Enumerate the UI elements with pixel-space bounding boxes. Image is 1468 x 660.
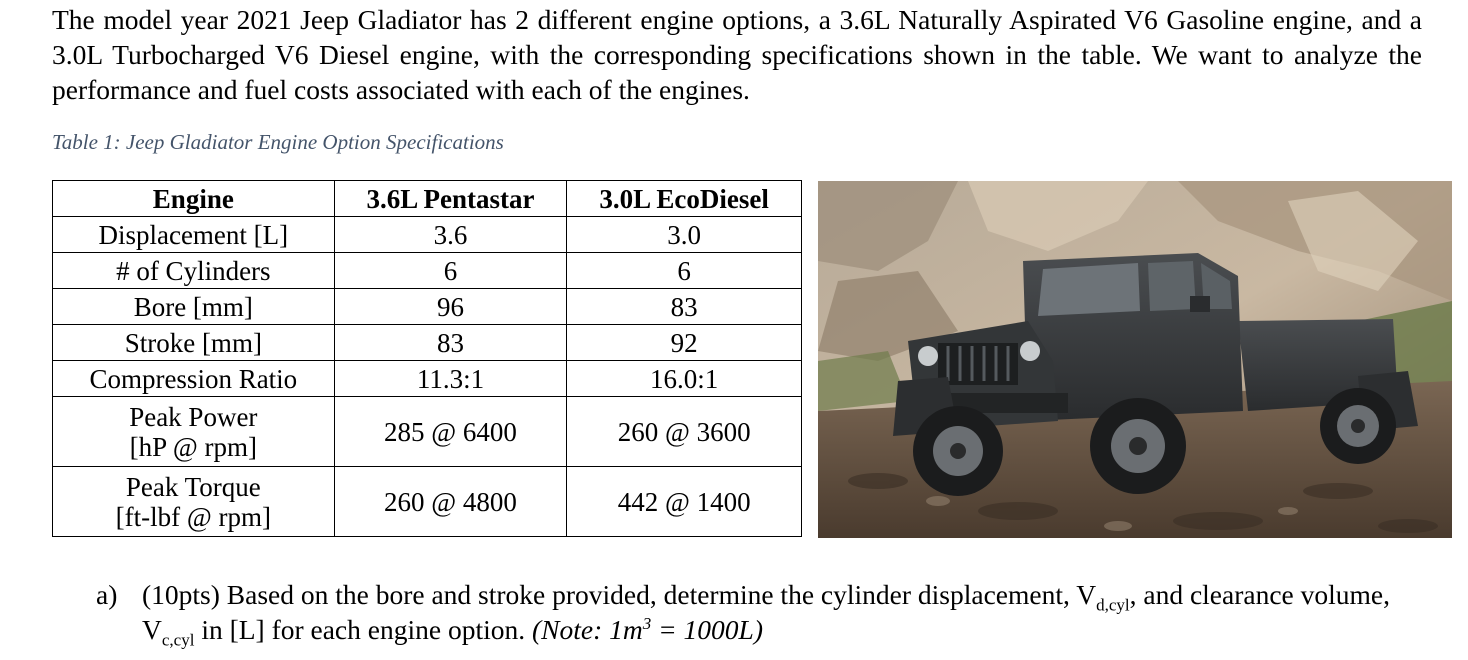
table-row [53, 361, 802, 397]
pentastar-value: 11.3:1 [334, 361, 567, 397]
table-row [53, 467, 802, 537]
row-label: Bore [mm] [53, 289, 335, 325]
question-label: a) [96, 579, 118, 610]
front-wheel [913, 406, 1003, 496]
pentastar-value: 83 [334, 325, 567, 361]
superscript-3: 3 [642, 613, 652, 633]
question-text-part-1: (10pts) Based on the bore and stroke provided, determine the cylinder displacement, V [142, 579, 1097, 610]
row-label: # of Cylinders [53, 253, 335, 289]
ecodiesel-value: 92 [567, 325, 802, 361]
header-engine: Engine [53, 181, 335, 217]
question-text [142, 577, 1426, 650]
pentastar-value: 3.6 [334, 217, 567, 253]
ecodiesel-value: 83 [567, 289, 802, 325]
note-part-1: (Note: 1m [531, 614, 643, 645]
ecodiesel-value: 6 [567, 253, 802, 289]
rear-wheel [1320, 388, 1396, 464]
question-a [96, 577, 1426, 650]
row-label: Compression Ratio [53, 361, 335, 397]
row-label: Displacement [L] [53, 217, 335, 253]
row-label-line-2: [ft-lbf @ rpm] [115, 501, 271, 532]
question-text-part-2: , and clearance volume, V [142, 579, 1390, 645]
table-row [53, 325, 802, 361]
row-label: Stroke [mm] [53, 325, 335, 361]
table-header-row [53, 181, 802, 217]
note-part-2: = 1000L) [651, 614, 763, 645]
unit-note [532, 614, 763, 645]
jeep-gladiator-photo [818, 181, 1452, 538]
subscript-c-cyl: c,cyl [161, 630, 195, 650]
jeep-photo-illustration [818, 181, 1452, 538]
header-pentastar: 3.6L Pentastar [334, 181, 567, 217]
row-label [53, 397, 335, 467]
question-text-part-3: in [L] for each engine option. [194, 614, 532, 645]
subscript-d-cyl: d,cyl [1096, 595, 1130, 615]
ecodiesel-value: 16.0:1 [567, 361, 802, 397]
ecodiesel-value: 260 @ 3600 [567, 397, 802, 467]
table-row [53, 253, 802, 289]
row-label-line-2: [hP @ rpm] [129, 431, 257, 462]
mid-wheel [1090, 398, 1186, 494]
pentastar-value: 6 [334, 253, 567, 289]
table-row [53, 217, 802, 253]
table-caption: Table 1: Jeep Gladiator Engine Option Specifications [52, 130, 504, 154]
table-row [53, 289, 802, 325]
row-label-line-1: Peak Torque [125, 471, 261, 502]
pentastar-value: 260 @ 4800 [334, 467, 567, 537]
row-label [53, 467, 335, 537]
engine-spec-table [52, 180, 802, 537]
row-label-line-1: Peak Power [129, 401, 258, 432]
pentastar-value: 96 [334, 289, 567, 325]
pentastar-value: 285 @ 6400 [334, 397, 567, 467]
intro-paragraph: The model year 2021 Jeep Gladiator has 2 different engine options, a 3.6L Naturally Aspirated V6 Gasoline engine, and a 3.0L Turbocharged V6 Diesel engine, with the corresponding specifications shown in the table. We want to analyze the performance and fuel costs associated with each of the engines. [52, 4, 1422, 105]
table-row [53, 397, 802, 467]
ecodiesel-value: 442 @ 1400 [567, 467, 802, 537]
header-ecodiesel: 3.0L EcoDiesel [567, 181, 802, 217]
ecodiesel-value: 3.0 [567, 217, 802, 253]
